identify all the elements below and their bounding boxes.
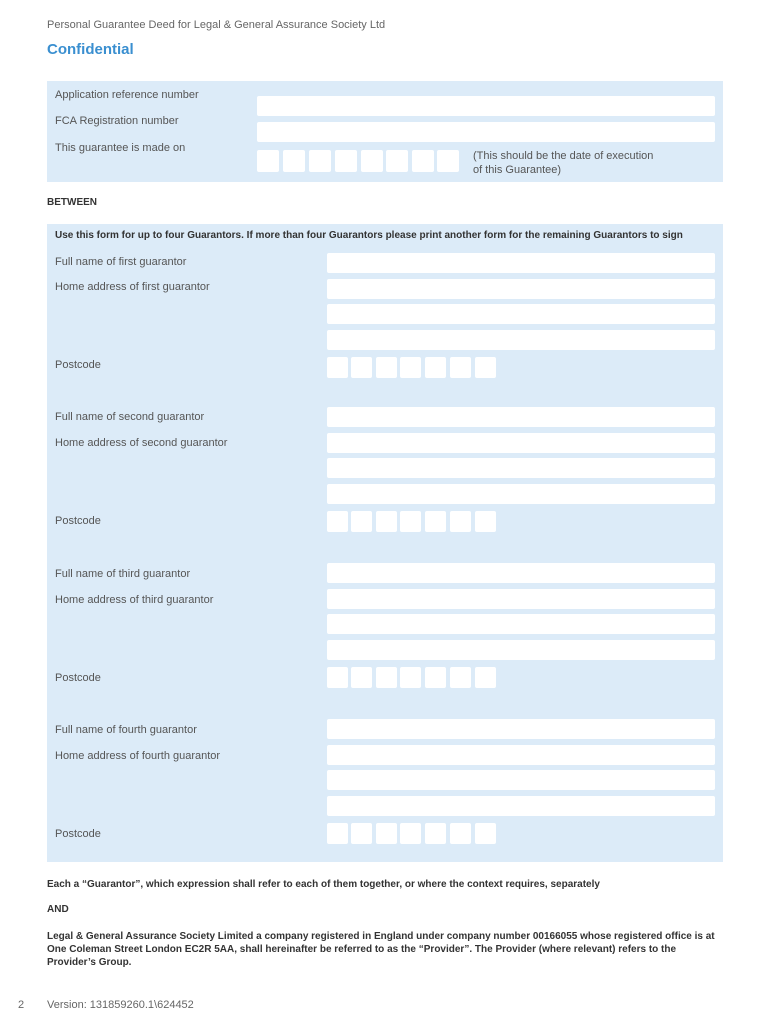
date-note-line: (This should be the date of execution [473,150,654,162]
postcode-cell[interactable] [425,823,446,844]
guarantor-1-address-line-3[interactable] [327,330,715,350]
guarantor-3-address-line-2[interactable] [327,614,715,634]
app-ref-field[interactable] [257,96,715,116]
postcode-cell[interactable] [376,667,397,688]
and-heading: AND [47,904,69,915]
date-note-line: of this Guarantee) [473,164,562,176]
postcode-cell[interactable] [400,357,421,378]
postcode-cell[interactable] [327,511,348,532]
fca-label: FCA Registration number [55,115,179,127]
guarantor-2-address-line-3[interactable] [327,484,715,504]
postcode-cell[interactable] [450,511,471,532]
postcode-cell[interactable] [400,823,421,844]
postcode-cell[interactable] [351,357,372,378]
app-ref-label: Application reference number [55,89,199,101]
postcode-label: Postcode [55,359,101,371]
guarantor-1-name-field[interactable] [327,253,715,273]
postcode-cell[interactable] [376,511,397,532]
date-note [473,149,653,177]
postcode-label: Postcode [55,828,101,840]
guarantor-4-address-line-2[interactable] [327,770,715,790]
date-cell[interactable] [309,150,331,172]
between-heading: BETWEEN [47,197,97,208]
guarantor-4-address-line-1[interactable] [327,745,715,765]
page-number: 2 [18,999,25,1011]
postcode-cell[interactable] [327,823,348,844]
guarantor-2-address-line-1[interactable] [327,433,715,453]
guarantor-name-label: Full name of third guarantor [55,568,191,580]
postcode-cell[interactable] [327,357,348,378]
guarantor-2-name-field[interactable] [327,407,715,427]
postcode-cell[interactable] [376,823,397,844]
guarantor-3-address-line-1[interactable] [327,589,715,609]
fca-field[interactable] [257,122,715,142]
postcode-cell[interactable] [425,357,446,378]
document-header: Personal Guarantee Deed for Legal & General Assurance Society Ltd [47,19,386,31]
guarantor-2-address-line-2[interactable] [327,458,715,478]
guarantor-1-address-line-1[interactable] [327,279,715,299]
postcode-cell[interactable] [351,823,372,844]
guarantor-address-label: Home address of third guarantor [55,594,214,606]
guarantor-3-name-field[interactable] [327,563,715,583]
guarantor-address-label: Home address of fourth guarantor [55,750,221,762]
postcode-cell[interactable] [351,667,372,688]
guarantor-address-label: Home address of first guarantor [55,281,210,293]
confidential-heading: Confidential [47,41,134,58]
guarantor-name-label: Full name of second guarantor [55,411,205,423]
postcode-label: Postcode [55,515,101,527]
date-cell[interactable] [386,150,408,172]
guarantor-4-address-line-3[interactable] [327,796,715,816]
guarantors-instruction: Use this form for up to four Guarantors. If more than four Guarantors please print another form for the remaining Guarantors to sign [55,230,683,241]
postcode-cell[interactable] [425,511,446,532]
guarantor-4-name-field[interactable] [327,719,715,739]
postcode-cell[interactable] [475,667,496,688]
postcode-cell[interactable] [425,667,446,688]
guarantors-panel [47,224,723,862]
provider-paragraph: Legal & General Assurance Society Limited a company registered in England under company number 00166055 whose registered office is at One Coleman Street London EC2R 5AA, shall hereinafter be referred to as the “Provider”. The Provider (where relevant) refers to the Provider’s Group. [47,931,715,968]
guarantor-name-label: Full name of fourth guarantor [55,724,197,736]
guarantor-3-address-line-3[interactable] [327,640,715,660]
guarantor-definition: Each a “Guarantor”, which expression shall refer to each of them together, or where the context requires, separately [47,879,600,890]
date-cell[interactable] [283,150,305,172]
postcode-cell[interactable] [475,823,496,844]
date-cell[interactable] [361,150,383,172]
guarantor-address-label: Home address of second guarantor [55,437,228,449]
application-details-panel [47,81,723,182]
date-cell[interactable] [437,150,459,172]
postcode-cell[interactable] [376,357,397,378]
postcode-cell[interactable] [327,667,348,688]
postcode-cell[interactable] [400,667,421,688]
date-cell[interactable] [412,150,434,172]
postcode-cell[interactable] [450,667,471,688]
guarantor-1-address-line-2[interactable] [327,304,715,324]
version-label: Version: 131859260.1\624452 [47,999,194,1011]
postcode-cell[interactable] [475,511,496,532]
postcode-cell[interactable] [351,511,372,532]
postcode-cell[interactable] [450,823,471,844]
date-label: This guarantee is made on [55,142,186,154]
postcode-cell[interactable] [450,357,471,378]
date-cell[interactable] [257,150,279,172]
date-cell[interactable] [335,150,357,172]
postcode-cell[interactable] [475,357,496,378]
postcode-cell[interactable] [400,511,421,532]
postcode-label: Postcode [55,672,101,684]
guarantor-name-label: Full name of first guarantor [55,256,187,268]
